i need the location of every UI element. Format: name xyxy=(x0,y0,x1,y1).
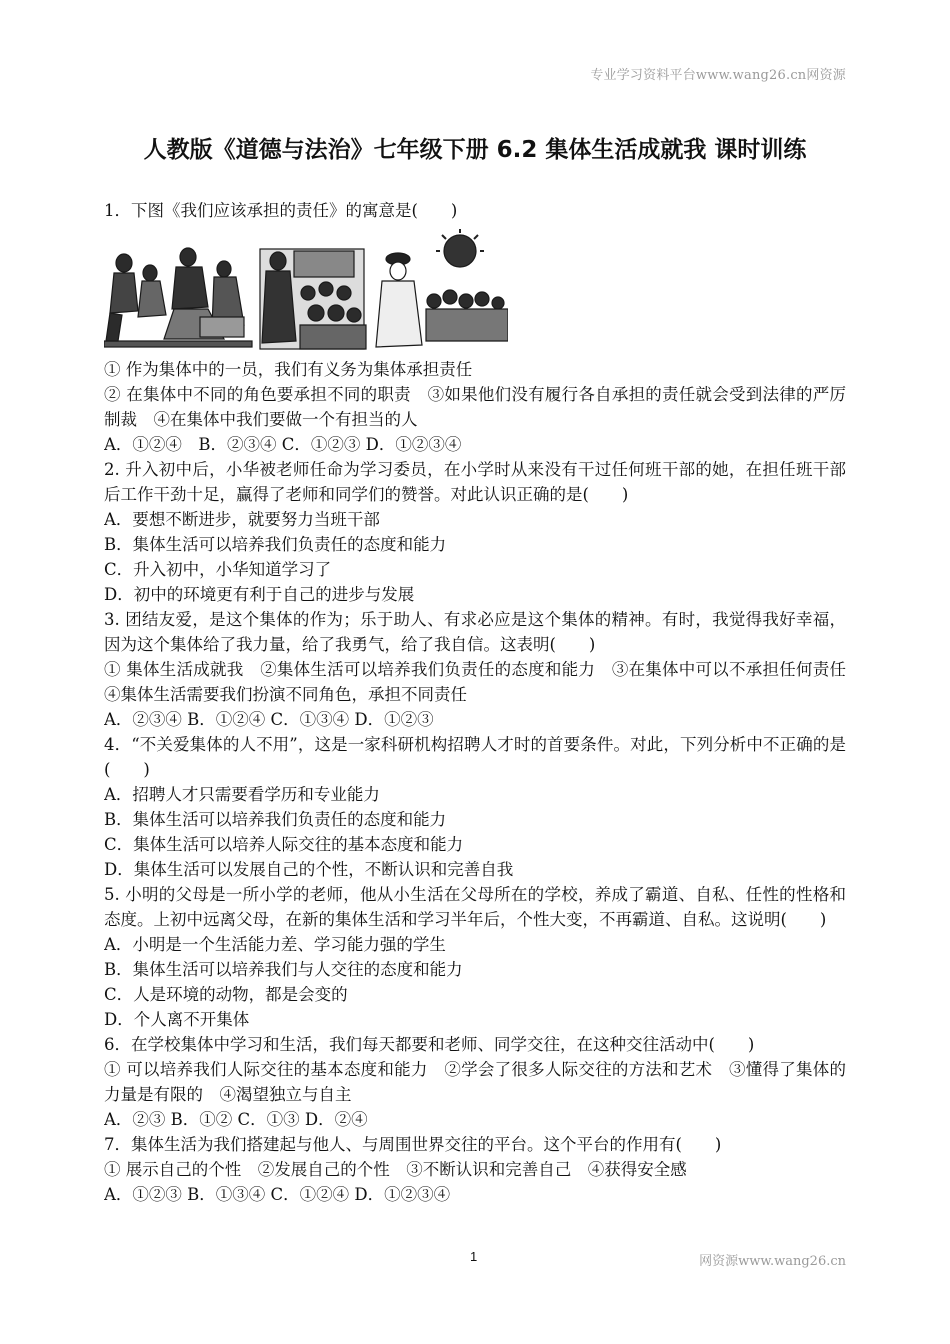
question-5-option-d: D．个人离不开集体 xyxy=(104,1010,250,1029)
question-1-options: A．①②④ B．②③④ C．①②③ D．①②③④ xyxy=(104,435,462,454)
question-2-option-c: C．升入初中，小华知道学习了 xyxy=(104,560,332,579)
question-7-stem: 7．集体生活为我们搭建起与他人、与周围世界交往的平台。这个平台的作用有( ) xyxy=(104,1135,722,1154)
question-6-stem: 6．在学校集体中学习和生活，我们每天都要和老师、同学交往，在这种交往活动中( ) xyxy=(104,1035,755,1054)
footer-watermark: 网资源www.wang26.cn xyxy=(699,1254,846,1269)
question-2-option-a: A．要想不断进步，就要努力当班干部 xyxy=(104,510,380,529)
question-4-option-c: C．集体生活可以培养人际交往的基本态度和能力 xyxy=(104,835,464,854)
question-4-option-d: D．集体生活可以发展自己的个性，不断认识和完善自我 xyxy=(104,860,514,879)
question-3-stem: 3. 团结友爱，是这个集体的作为；乐于助人、有求必应是这个集体的精神。有时，我觉得我好幸福，因为这个集体给了我力量，给了我勇气，给了我自信。这表明( ) xyxy=(104,610,846,654)
question-7-statements: ① 展示自己的个性 ②发展自己的个性 ③不断认识和完善自己 ④获得安全感 xyxy=(104,1160,687,1179)
question-6-statements: ① 可以培养我们人际交往的基本态度和能力 ②学会了很多人际交往的方法和艺术 ③懂得了集体的力量是有限的 ④渴望独立与自主 xyxy=(104,1060,846,1104)
question-1-illustration xyxy=(104,229,508,351)
question-5-option-a: A．小明是一个生活能力差、学习能力强的学生 xyxy=(104,935,446,954)
question-2-stem: 2. 升入初中后，小华被老师任命为学习委员，在小学时从来没有干过任何班干部的她，在担任班干部后工作干劲十足，赢得了老师和同学们的赞誉。对此认识正确的是( ) xyxy=(104,460,846,504)
question-list xyxy=(104,198,863,1207)
header-watermark: 专业学习资料平台www.wang26.cn网资源 xyxy=(590,68,846,83)
question-3-statements: ① 集体生活成就我 ②集体生活可以培养我们负责任的态度和能力 ③在集体中可以不承担任何责任 ④集体生活需要我们扮演不同角色，承担不同责任 xyxy=(104,660,863,704)
document-title: 人教版《道德与法治》七年级下册 6.2 集体生活成就我 课时训练 xyxy=(143,137,807,163)
question-2-option-d: D．初中的环境更有利于自己的进步与发展 xyxy=(104,585,415,604)
question-1-stem: 1．下图《我们应该承担的责任》的寓意是( ) xyxy=(104,201,458,220)
question-3-options: A．②③④ B．①②④ C．①③④ D．①②③ xyxy=(104,710,434,729)
question-4-option-b: B．集体生活可以培养我们负责任的态度和能力 xyxy=(104,810,447,829)
question-5-stem: 5. 小明的父母是一所小学的老师，他从小生活在父母所在的学校，养成了霸道、自私、任性的性格和态度。上初中远离父母，在新的集体生活和学习半年后，个性大变，不再霸道、自私。这说明( ) xyxy=(104,885,846,929)
question-4-option-a: A．招聘人才只需要看学历和专业能力 xyxy=(104,785,380,804)
question-7-options: A．①②③ B．①③④ C．①②④ D．①②③④ xyxy=(104,1185,451,1204)
question-5-option-c: C．人是环境的动物，都是会变的 xyxy=(104,985,348,1004)
question-5-option-b: B．集体生活可以培养我们与人交往的态度和能力 xyxy=(104,960,463,979)
question-4-stem: 4．“不关爱集体的人不用”，这是一家科研机构招聘人才时的首要条件。对此，下列分析中不正确的是( ) xyxy=(104,735,846,779)
question-2-option-b: B．集体生活可以培养我们负责任的态度和能力 xyxy=(104,535,447,554)
question-1-statement-1: ① 作为集体中的一员，我们有义务为集体承担责任 xyxy=(104,360,473,379)
question-6-options: A．②③ B．①② C．①③ D．②④ xyxy=(104,1110,368,1129)
page-number: 1 xyxy=(470,1249,478,1264)
question-1-statements-2-4: ② 在集体中不同的角色要承担不同的职责 ③如果他们没有履行各自承担的责任就会受到法律的严厉制裁 ④在集体中我们要做一个有担当的人 xyxy=(104,385,846,429)
